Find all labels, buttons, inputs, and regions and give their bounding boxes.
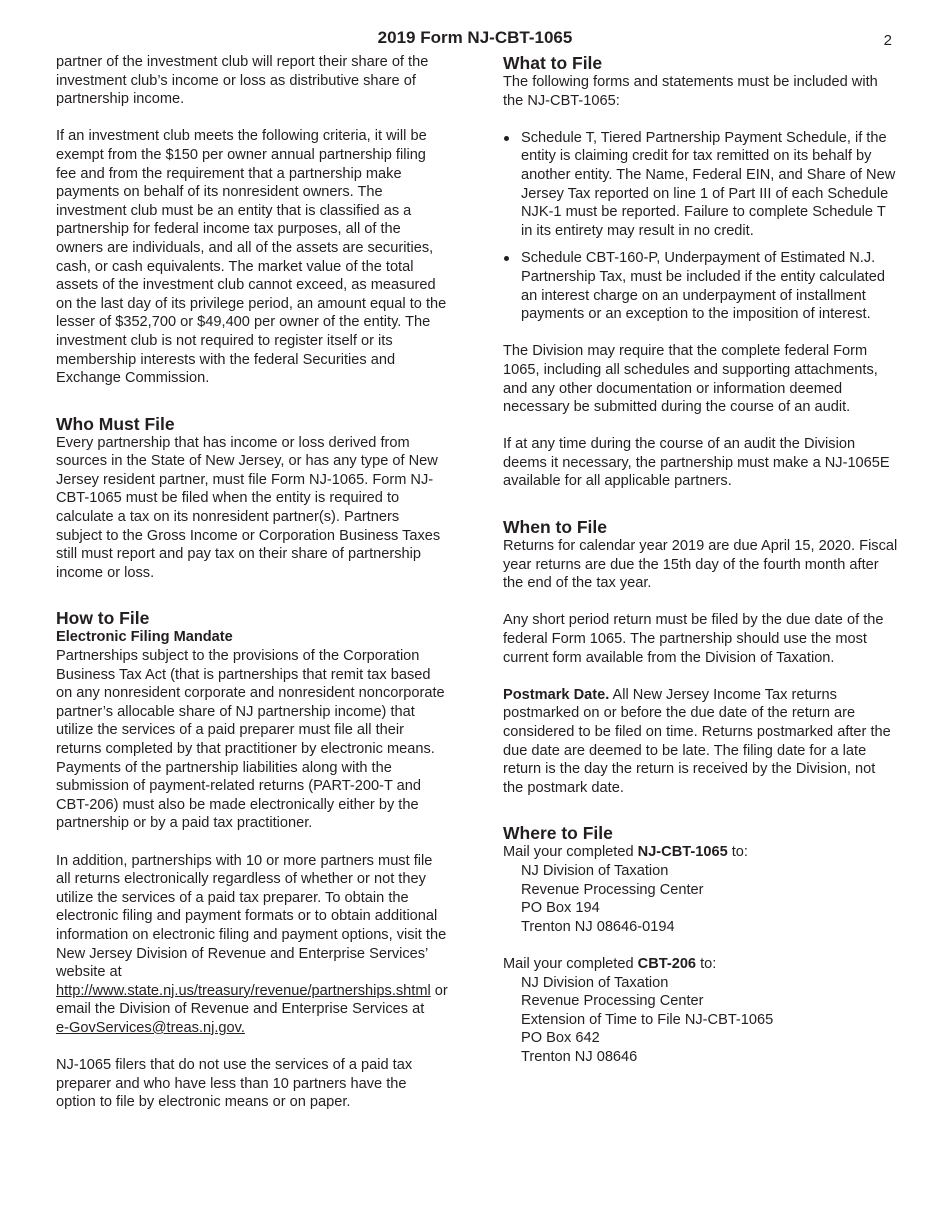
address-line: Extension of Time to File NJ-CBT-1065: [521, 1011, 774, 1028]
postmark-label: Postmark Date.: [503, 686, 610, 703]
paragraph-text: All New Jersey Income Tax returns postmarked on or before the due date of the return are considered to be filed on time. Returns postmarked after the due date are deemed to be late. The filing date for a late return is the day the return is received by the Division, not the postmark date.: [503, 686, 891, 796]
egov-email-link[interactable]: e-GovServices@treas.nj.gov.: [56, 1019, 245, 1036]
page-number: 2: [883, 32, 892, 49]
electronic-filing-mandate-heading: Electronic Filing Mandate: [56, 629, 233, 646]
address-line: PO Box 194: [521, 900, 600, 917]
left-column: [56, 53, 448, 1112]
address-line: Revenue Processing Center: [521, 993, 704, 1010]
address-line: Trenton NJ 08646-0194: [521, 918, 675, 935]
mail-instruction: [503, 955, 898, 974]
who-must-file-heading: Who Must File: [56, 413, 175, 434]
form-name: CBT-206: [637, 955, 697, 972]
address-line: Trenton NJ 08646: [521, 1048, 638, 1065]
what-to-file-section: [503, 53, 898, 491]
when-to-file-section: [503, 517, 898, 797]
paragraph-text: or email the Division of Revenue and Enterprise Services at: [56, 982, 448, 1018]
paper-filing-paragraph: NJ-1065 filers that do not use the services of a paid tax preparer and who have less than 10 partners have the option to file by electronic means or on paper.: [56, 1057, 413, 1111]
paragraph-text: to:: [696, 955, 717, 972]
mailing-address: [503, 862, 898, 936]
address-line: Revenue Processing Center: [521, 881, 704, 898]
address-line: NJ Division of Taxation: [521, 974, 669, 991]
due-date-paragraph: Returns for calendar year 2019 are due April 15, 2020. Fiscal year returns are due the 15th day of the fourth month after the end of the tax year.: [503, 538, 898, 592]
list-item: Schedule T, Tiered Partnership Payment Schedule, if the entity is claiming credit for tax remitted on its behalf by another entity. The Name, Federal EIN, and Share of New Jersey Tax reported on line 1 of Part III of each Schedule NJK-1 must be reported. Failure to complete Schedule T in its entirety may result in no credit.: [503, 129, 898, 241]
address-line: NJ Division of Taxation: [521, 862, 669, 879]
where-to-file-section: [503, 823, 898, 1066]
electronic-filing-paragraph: Partnerships subject to the provisions of the Corporation Business Tax Act (that is partnerships that remit tax based on any nonresident corporate and nonresident noncorporate partner’s allocable share of NJ partnership income) that utilize the services of a paid preparer must file all their returns completed by that practitioner by electronic means. Payments of the partnership liabilities along with the submission of payment-related returns (PART-200-T and CBT-206) must also be made electronically either by the partnership or by a paid tax practitioner.: [56, 648, 445, 832]
mailing-address: [503, 974, 898, 1067]
investment-club-paragraph: If an investment club meets the following criteria, it will be exempt from the $150 per owner annual partnership filing fee and from the requirement that a partnership make payments on behalf of its nonresident owners. The investment club must be an entity that is classified as a partnership for federal income tax purposes, all of the owners are individuals, and all of the assets are securities, cash, or cash equivalents. The market value of the total assets of the investment club cannot exceed, as measured on the last day of its privilege period, an amount equal to the lesser of $352,700 or $49,400 per owner of the entity. The investment club is not required to register itself or its membership interests with the federal Securities and Exchange Commission.: [56, 128, 447, 387]
who-must-file-section: [56, 414, 448, 583]
mail-instruction: [503, 843, 898, 862]
partnerships-website-link[interactable]: http://www.state.nj.us/treasury/revenue/partnerships.shtml: [56, 982, 431, 999]
paragraph-text: to:: [727, 844, 748, 861]
partners-electronic-paragraph: [56, 852, 448, 1038]
address-line: PO Box 642: [521, 1030, 600, 1047]
right-column: [503, 53, 898, 1067]
paragraph-text: Mail your completed: [503, 844, 638, 861]
audit-paragraph: If at any time during the course of an audit the Division deems it necessary, the partnership must make a NJ-1065E available for all applicable partners.: [503, 436, 890, 490]
page-title: 2019 Form NJ-CBT-1065: [377, 28, 573, 47]
short-period-paragraph: Any short period return must be filed by the due date of the federal Form 1065. The partnership should use the most current form available from the Division of Taxation.: [503, 612, 884, 666]
who-must-file-paragraph: Every partnership that has income or loss derived from sources in the State of New Jersey, or has any type of New Jersey resident partner, must file Form NJ-1065. Form NJ-CBT-1065 must be filed when the entity is required to calculate a tax on its nonresident partner(s). Partners subject to the Gross Income or Corporation Business Taxes still must report and pay tax on their share of partnership income or loss.: [56, 434, 441, 581]
how-to-file-section: [56, 608, 448, 1111]
where-to-file-heading: Where to File: [503, 823, 613, 844]
postmark-paragraph: [503, 686, 898, 798]
paragraph-text: Mail your completed: [503, 955, 638, 972]
intro-paragraph: partner of the investment club will report their share of the investment club’s income or loss as distributive share of partnership income.: [56, 54, 429, 108]
federal-form-paragraph: The Division may require that the complete federal Form 1065, including all schedules and supporting attachments, and any other documentation or information deemed necessary be submitted during the course of an audit.: [503, 343, 878, 416]
when-to-file-heading: When to File: [503, 517, 608, 538]
form-name: NJ-CBT-1065: [637, 844, 728, 861]
list-item: Schedule CBT-160-P, Underpayment of Estimated N.J. Partnership Tax, must be included if the entity calculated an interest charge on an underpayment of installment payments or an exception to the imposition of interest.: [503, 249, 898, 323]
how-to-file-heading: How to File: [56, 608, 150, 629]
what-to-file-heading: What to File: [503, 53, 603, 73]
paragraph-text: In addition, partnerships with 10 or more partners must file all returns electronically regardless of whether or not they utilize the services of a paid tax preparer. To obtain the electronic filing and payment formats or to obtain additional information on electronic filing and payment options, visit the New Jersey Division of Revenue and Enterprise Services’ website at: [56, 852, 447, 981]
what-to-file-intro: The following forms and statements must be included with the NJ-CBT-1065:: [503, 74, 878, 109]
required-forms-list: [503, 129, 898, 324]
